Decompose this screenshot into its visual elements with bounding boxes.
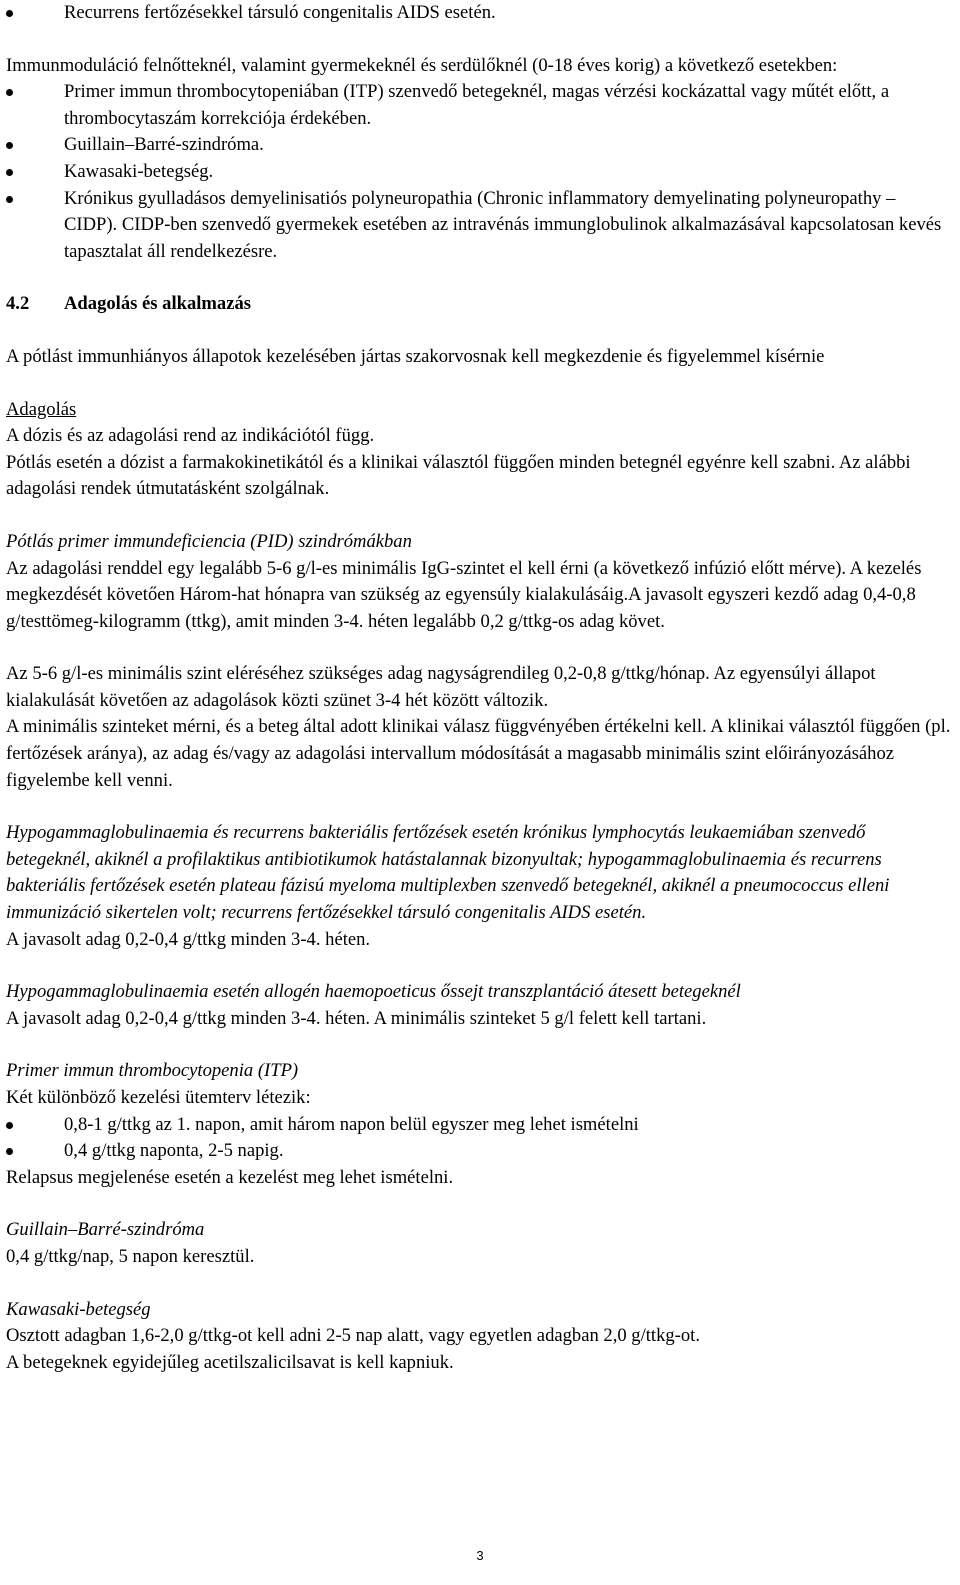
pid-paragraph: Az adagolási renddel egy legalább 5-6 g/l-es minimális IgG-szintet el kell érni (a következő infúzió előtt mérve). A kezelés megkezdését követően Három-hat hónapra van szükség az egyensúly kialakulásáig.A javasolt egyszeri kezdő adag 0,4-0,8 g/testtömeg-kilogramm (ttkg), amit minden 3-4. héten legalább 0,2 g/ttkg-os adag követ. (6, 557, 922, 632)
document-page (6, 0, 952, 1376)
section-intro: A pótlást immunhiányos állapotok kezelésében jártas szakorvosnak kell megkezdenie és figyelemmel kísérnie (6, 345, 825, 367)
hypogamma-heading: Hypogammaglobulinaemia és recurrens bakteriális fertőzések esetén krónikus lymphocytás leukaemiában szenvedő betegeknél, akiknél a profilaktikus antibiotikumok hatástalannak bizonyultak; hypogammaglobulinaemia és recurrens bakteriális fertőzések esetén plateau fázisú myeloma multiplexben szenvedő betegeknél, akiknél a pneumococcus elleni immunizáció sikertelen volt; recurrens fertőzésekkel társuló congenitalis AIDS esetén. (6, 822, 890, 924)
list-item: Kawasaki-betegség. (6, 159, 952, 186)
section-number: 4.2 (6, 293, 30, 315)
itp-bullet-list (6, 1112, 952, 1165)
hsct-heading: Hypogammaglobulinaemia esetén allogén haemopoeticus őssejt transzplantáció átesett betegeknél (6, 981, 741, 1003)
itp-outro: Relapsus megjelenése esetén a kezelést meg lehet ismételni. (6, 1166, 454, 1188)
gbs-dose: 0,4 g/ttkg/nap, 5 napon keresztül. (6, 1245, 255, 1267)
section-heading (6, 291, 952, 318)
list-item: Recurrens fertőzésekkel társuló congenitalis AIDS esetén. (6, 0, 952, 27)
kawasaki-paragraph: A betegeknek egyidejűleg acetilszalicilsavat is kell kapniuk. (6, 1351, 454, 1373)
hsct-dose: A javasolt adag 0,2-0,4 g/ttkg minden 3-4. héten. A minimális szinteket 5 g/l felett kell tartani. (6, 1007, 707, 1029)
list-item: Krónikus gyulladásos demyelinisatiós polyneuropathia (Chronic inflammatory demyelinating polyneuropathy – CIDP). CIDP-ben szenvedő gyermekek esetében az intravénás immunglobulinok alkalmazásával kapcsolatosan kevés tapasztalat áll rendelkezésre. (6, 186, 952, 266)
list-item: Primer immun thrombocytopeniában (ITP) szenvedő betegeknél, magas vérzési kockázattal vagy műtét előtt, a thrombocytaszám korrekciója érdekében. (6, 79, 952, 132)
section-title: Adagolás és alkalmazás (64, 293, 251, 315)
immunomodulation-bullet-list (6, 79, 952, 265)
kawasaki-heading: Kawasaki-betegség (6, 1298, 151, 1320)
list-item: Guillain–Barré-szindróma. (6, 132, 952, 159)
pid-heading: Pótlás primer immundeficiencia (PID) szindrómákban (6, 530, 412, 552)
list-item: 0,8-1 g/ttkg az 1. napon, amit három napon belül egyszer meg lehet ismételni (6, 1112, 952, 1139)
page-number: 3 (476, 1548, 484, 1563)
itp-intro: Két különböző kezelési ütemterv létezik: (6, 1087, 311, 1108)
adagolas-paragraph: A dózis és az adagolási rend az indikációtól függ. (6, 425, 375, 447)
immunomodulation-intro: Immunmoduláció felnőtteknél, valamint gyermekeknél és serdülőknél (0-18 éves korig) a következő esetekben: (6, 54, 838, 76)
hypogamma-dose: A javasolt adag 0,2-0,4 g/ttkg minden 3-4. héten. (6, 928, 371, 950)
gbs-heading: Guillain–Barré-szindróma (6, 1219, 205, 1241)
pid-paragraph: A minimális szinteket mérni, és a beteg által adott klinikai válasz függvényében értékelni kell. A klinikai választól függően (pl. fertőzések aránya), az adag és/vagy az adagolási intervallum módosítását a magasabb minimális szint előirányozásához figyelembe kell venni. (6, 716, 951, 791)
top-bullet-list (6, 0, 952, 27)
pid-paragraph: Az 5-6 g/l-es minimális szint eléréséhez szükséges adag nagyságrendileg 0,2-0,8 g/ttkg/hónap. Az egyensúlyi állapot kialakulását követően az adagolások közti szünet 3-4 hét között változik. (6, 663, 876, 711)
list-item: 0,4 g/ttkg naponta, 2-5 napig. (6, 1138, 952, 1165)
adagolas-heading: Adagolás (6, 398, 77, 420)
kawasaki-paragraph: Osztott adagban 1,6-2,0 g/ttkg-ot kell adni 2-5 nap alatt, vagy egyetlen adagban 2,0 g/ttkg-ot. (6, 1325, 700, 1347)
itp-heading: Primer immun thrombocytopenia (ITP) (6, 1060, 299, 1082)
adagolas-paragraph: Pótlás esetén a dózist a farmakokinetikától és a klinikai választól függően minden betegnél egyénre kell szabni. Az alábbi adagolási rendek útmutatásként szolgálnak. (6, 451, 911, 500)
